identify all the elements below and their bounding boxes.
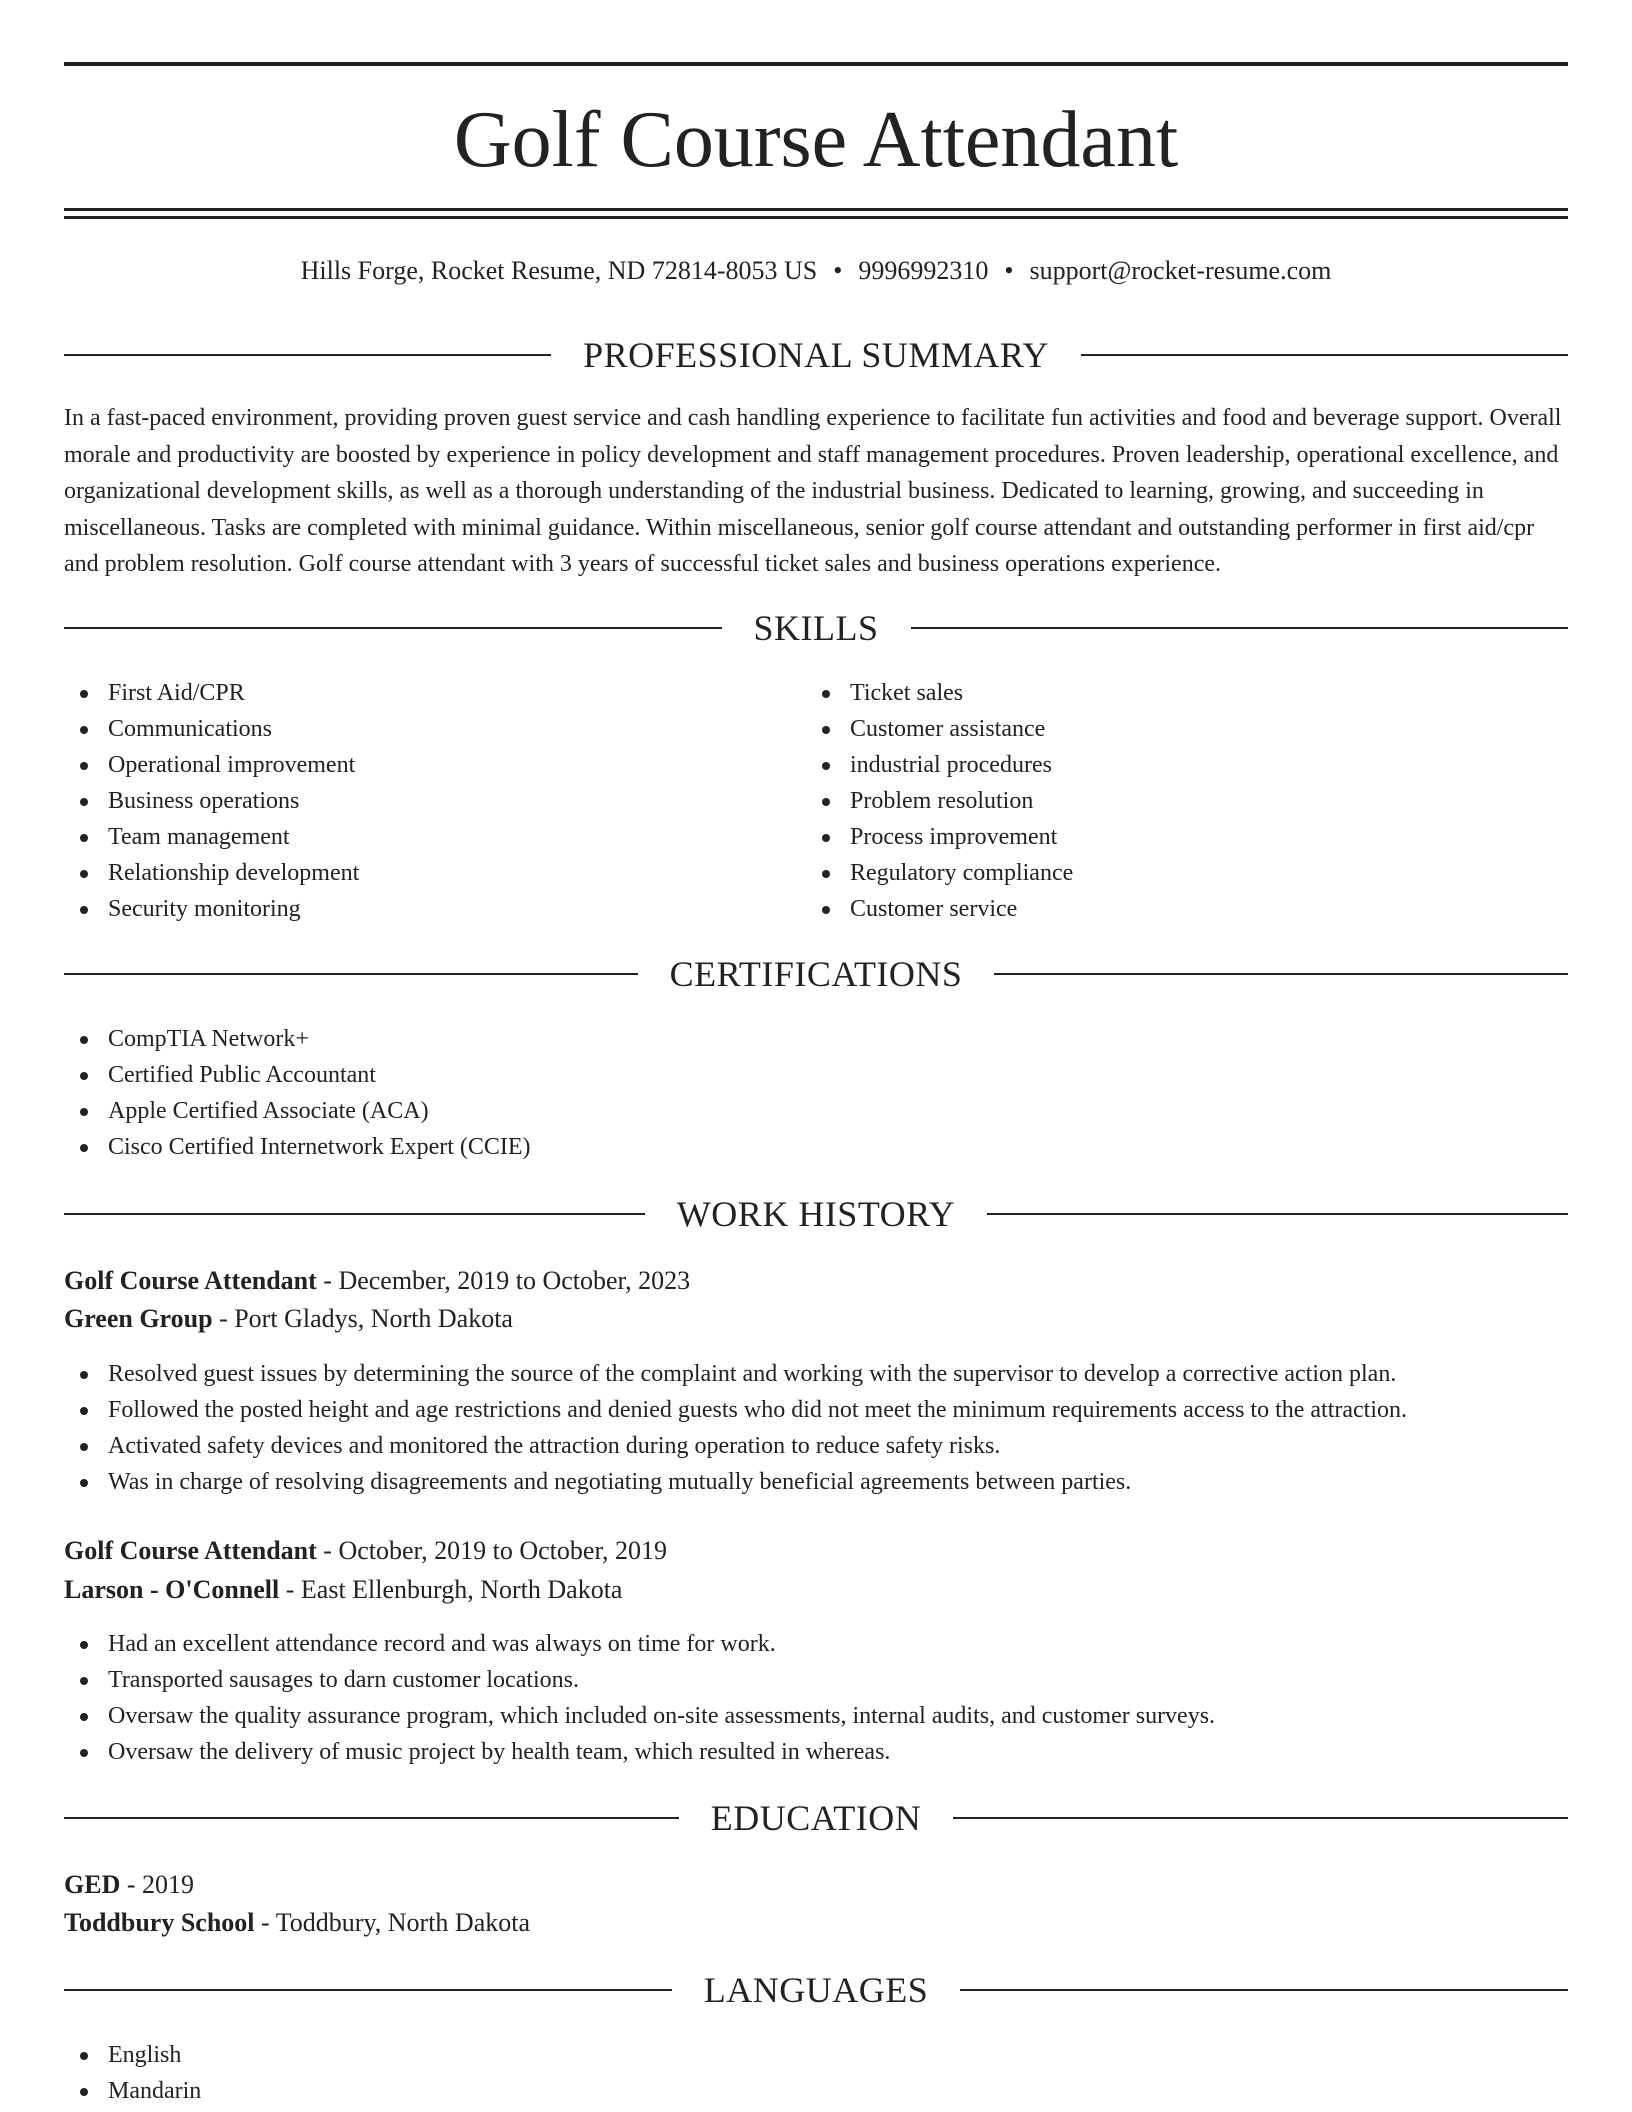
skill-item: industrial procedures bbox=[806, 747, 1546, 783]
heading-rule-left bbox=[64, 627, 722, 629]
job-duty: Resolved guest issues by determining the source of the complaint and working with the supervisor to develop a corrective action plan. bbox=[64, 1356, 1568, 1392]
contact-address: Hills Forge, Rocket Resume, ND 72814-8053 US bbox=[300, 256, 818, 285]
skill-item: Customer service bbox=[806, 891, 1546, 927]
section-heading-languages bbox=[64, 1968, 1568, 2012]
job-location: - Port Gladys, North Dakota bbox=[212, 1304, 513, 1333]
contact-line bbox=[64, 254, 1568, 288]
skill-item: Process improvement bbox=[806, 819, 1546, 855]
skills-list-left bbox=[64, 675, 804, 927]
education-school-line bbox=[64, 1906, 1564, 1940]
skill-item: Regulatory compliance bbox=[806, 855, 1546, 891]
heading-rule-right bbox=[994, 973, 1568, 975]
education-degree: GED bbox=[64, 1870, 121, 1899]
section-title: CERTIFICATIONS bbox=[669, 954, 963, 994]
education-school: Toddbury School bbox=[64, 1908, 255, 1937]
section-title: SKILLS bbox=[753, 608, 879, 648]
section-heading-summary bbox=[64, 333, 1568, 377]
heading-rule-left bbox=[64, 973, 638, 975]
job-dates: - December, 2019 to October, 2023 bbox=[316, 1266, 691, 1295]
header-top-rule bbox=[64, 62, 1568, 66]
job-duty: Transported sausages to darn customer locations. bbox=[64, 1662, 1568, 1698]
skill-item: Operational improvement bbox=[64, 747, 804, 783]
contact-separator: • bbox=[1004, 256, 1014, 285]
skill-item: Communications bbox=[64, 711, 804, 747]
job-duty: Oversaw the quality assurance program, which included on-site assessments, internal audits, and customer surveys. bbox=[64, 1698, 1568, 1734]
job-title: Golf Course Attendant bbox=[64, 1536, 317, 1565]
job-location: - East Ellenburgh, North Dakota bbox=[279, 1575, 623, 1604]
job-company: Larson - O'Connell bbox=[64, 1575, 280, 1604]
heading-rule-left bbox=[64, 1989, 672, 1991]
skill-item: Business operations bbox=[64, 783, 804, 819]
section-heading-work-history bbox=[64, 1192, 1568, 1236]
job-duty: Followed the posted height and age restrictions and denied guests who did not meet the minimum requirements access to the attraction. bbox=[64, 1392, 1568, 1428]
heading-rule-right bbox=[960, 1989, 1568, 1991]
language-item: English bbox=[64, 2037, 1564, 2073]
job-duty: Oversaw the delivery of music project by health team, which resulted in whereas. bbox=[64, 1734, 1568, 1770]
contact-email: support@rocket-resume.com bbox=[1029, 256, 1332, 285]
skill-item: First Aid/CPR bbox=[64, 675, 804, 711]
job-dates: - October, 2019 to October, 2019 bbox=[316, 1536, 668, 1565]
job-duties-list bbox=[64, 1356, 1568, 1500]
job-title-line bbox=[64, 1264, 1564, 1298]
job-duty: Had an excellent attendance record and was always on time for work. bbox=[64, 1626, 1568, 1662]
job-duties-list bbox=[64, 1626, 1568, 1770]
job-company: Green Group bbox=[64, 1304, 213, 1333]
heading-rule-right bbox=[987, 1213, 1568, 1215]
certifications-list bbox=[64, 1021, 1564, 1165]
education-year: - 2019 bbox=[120, 1870, 195, 1899]
language-item: Mandarin bbox=[64, 2073, 1564, 2109]
header-double-rule-lower bbox=[64, 216, 1568, 219]
education-degree-line bbox=[64, 1868, 1564, 1902]
section-heading-certifications bbox=[64, 952, 1568, 996]
heading-rule-right bbox=[1081, 354, 1568, 356]
languages-list bbox=[64, 2037, 1564, 2109]
skill-item: Ticket sales bbox=[806, 675, 1546, 711]
section-heading-education bbox=[64, 1796, 1568, 1840]
education-location: - Toddbury, North Dakota bbox=[254, 1908, 530, 1937]
section-title: EDUCATION bbox=[710, 1798, 922, 1838]
skills-list-right bbox=[806, 675, 1546, 927]
skill-item: Relationship development bbox=[64, 855, 804, 891]
header-double-rule-upper bbox=[64, 208, 1568, 211]
heading-rule-left bbox=[64, 1817, 679, 1819]
summary-paragraph: In a fast-paced environment, providing proven guest service and cash handling experience to facilitate fun activities and food and beverage support. Overall morale and productivity are boosted by experience in policy development and staff management procedures. Proven leadership, operational excellence, and organizational development skills, as well as a thorough understanding of the industrial business. Dedicated to learning, growing, and succeeding in miscellaneous. Tasks are completed with minimal guidance. Within miscellaneous, senior golf course attendant and outstanding performer in first aid/cpr and problem resolution. Golf course attendant with 3 years of successful ticket sales and business operations experience. bbox=[64, 405, 1562, 577]
section-title: WORK HISTORY bbox=[676, 1194, 956, 1234]
heading-rule-left bbox=[64, 1213, 645, 1215]
heading-rule-left bbox=[64, 354, 551, 356]
contact-phone: 9996992310 bbox=[858, 256, 989, 285]
job-duty: Activated safety devices and monitored the attraction during operation to reduce safety risks. bbox=[64, 1428, 1568, 1464]
job-title-line bbox=[64, 1534, 1564, 1568]
skill-item: Team management bbox=[64, 819, 804, 855]
skill-item: Security monitoring bbox=[64, 891, 804, 927]
job-title: Golf Course Attendant bbox=[64, 1266, 317, 1295]
job-duty: Was in charge of resolving disagreements and negotiating mutually beneficial agreements between parties. bbox=[64, 1464, 1568, 1500]
job-company-line bbox=[64, 1573, 1564, 1607]
certification-item: Certified Public Accountant bbox=[64, 1057, 1564, 1093]
certification-item: Apple Certified Associate (ACA) bbox=[64, 1093, 1564, 1129]
section-title: LANGUAGES bbox=[703, 1970, 929, 2010]
contact-separator: • bbox=[833, 256, 843, 285]
heading-rule-right bbox=[953, 1817, 1568, 1819]
skill-item: Customer assistance bbox=[806, 711, 1546, 747]
heading-rule-right bbox=[911, 627, 1569, 629]
certification-item: CompTIA Network+ bbox=[64, 1021, 1564, 1057]
section-heading-skills bbox=[64, 606, 1568, 650]
certification-item: Cisco Certified Internetwork Expert (CCIE) bbox=[64, 1129, 1564, 1165]
resume-title: Golf Course Attendant bbox=[453, 96, 1179, 184]
section-title: PROFESSIONAL SUMMARY bbox=[583, 335, 1049, 375]
skill-item: Problem resolution bbox=[806, 783, 1546, 819]
job-company-line bbox=[64, 1302, 1564, 1336]
